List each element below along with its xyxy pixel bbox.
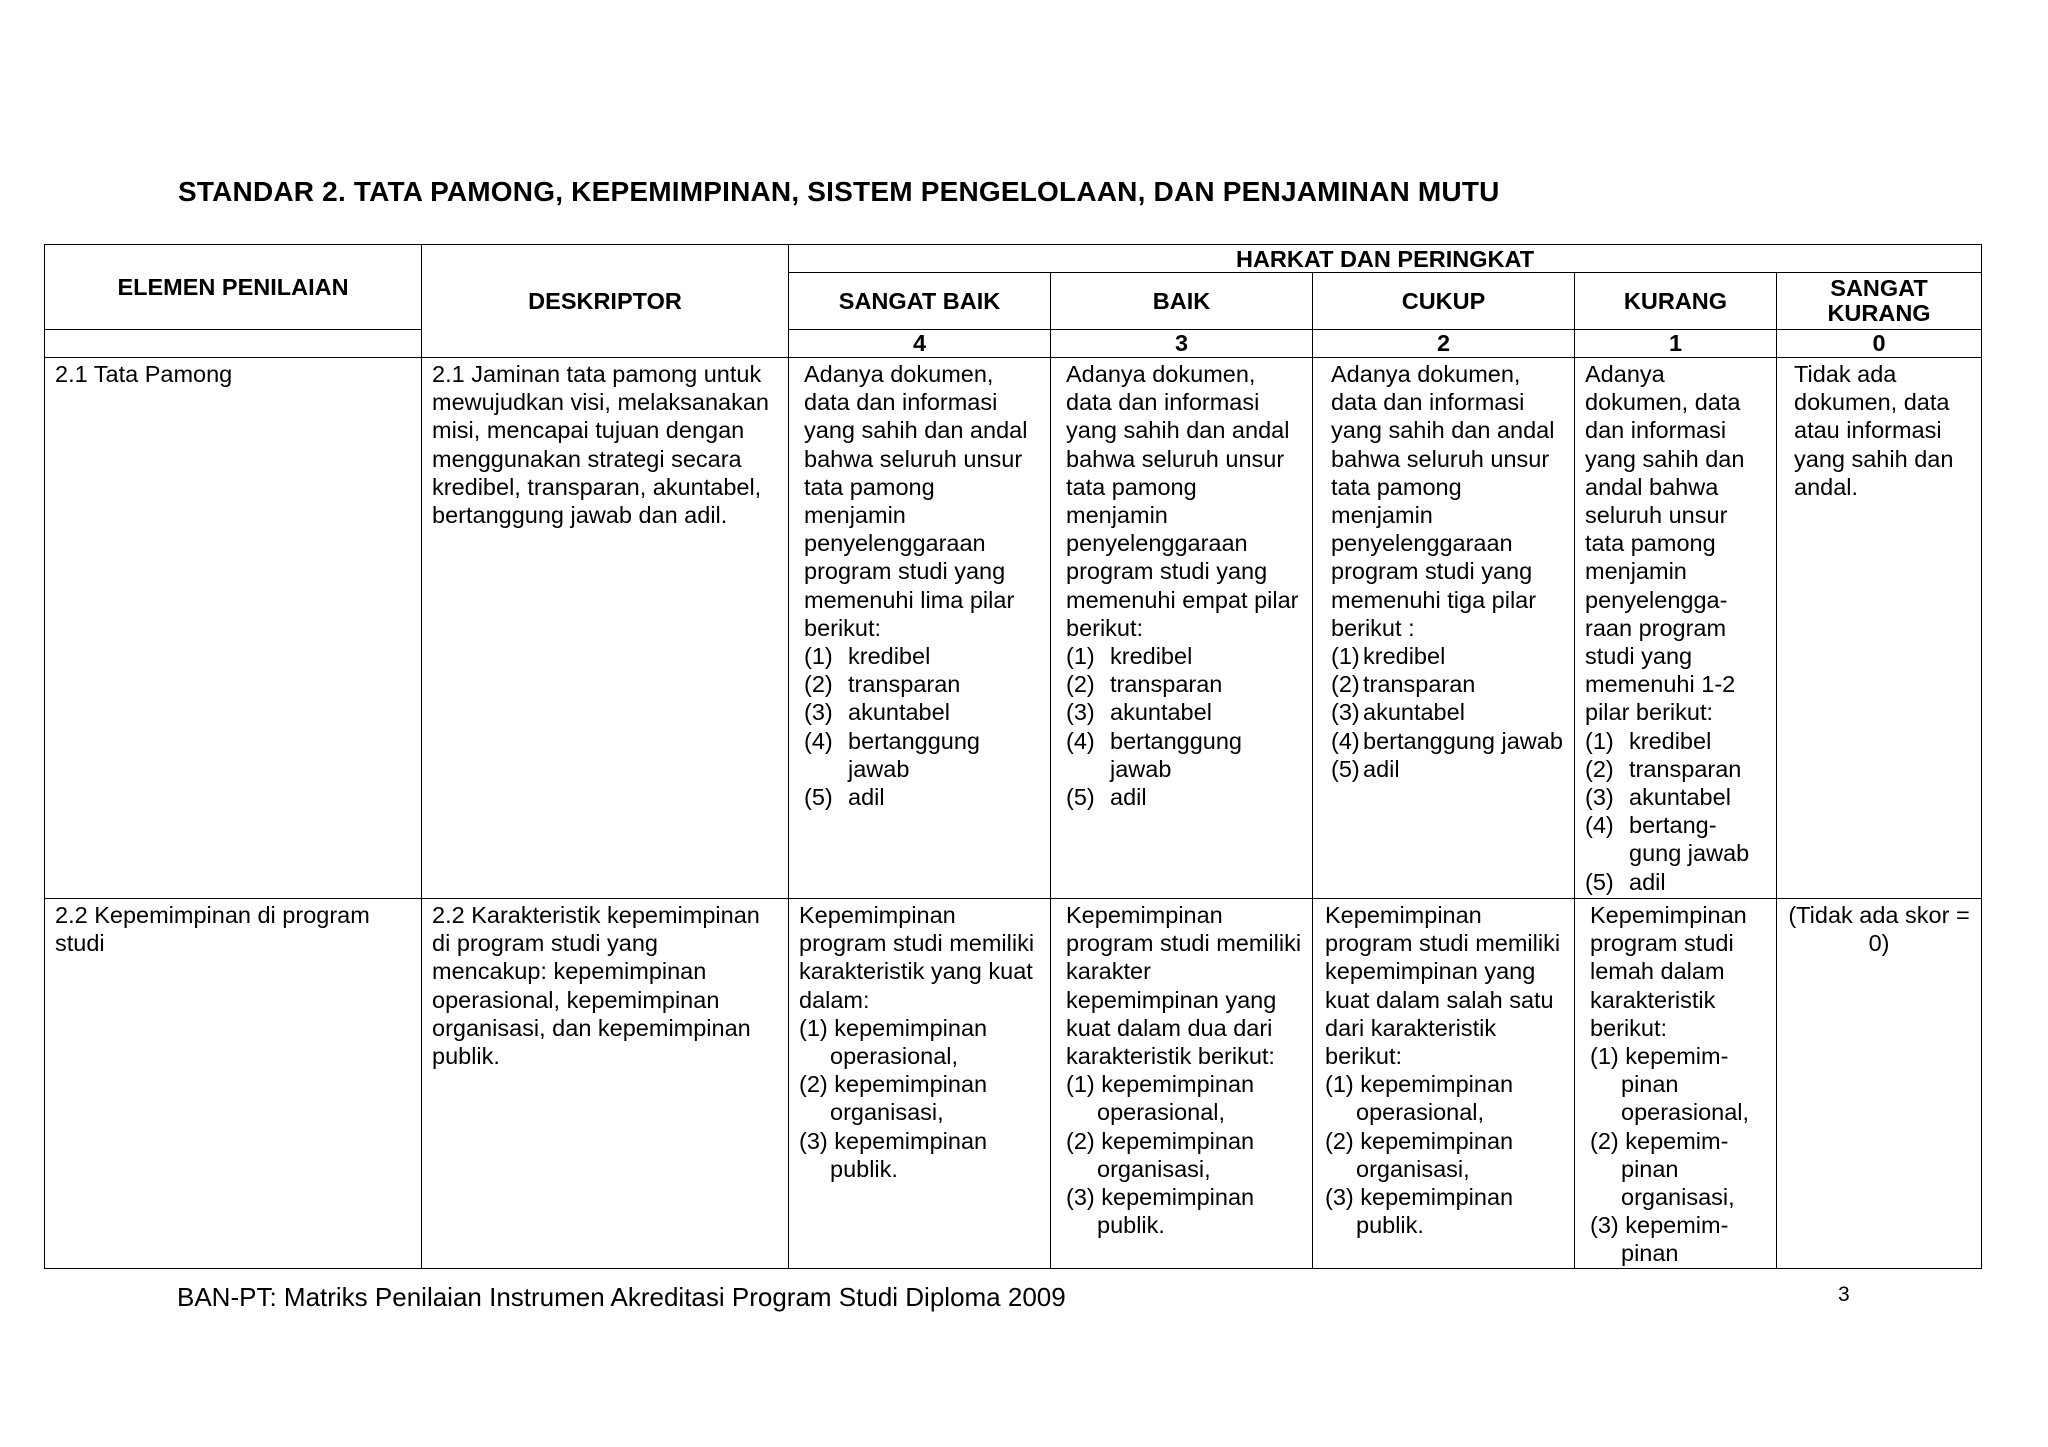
- score-0: 0: [1777, 330, 1982, 358]
- criteria-text: Adanya dokumen, data dan informasi yang sahih dan andal bahwa seluruh unsur tata pamong menjamin penyelenggaraan program studi yang memenuhi tiga pilar berikut :: [1331, 361, 1555, 641]
- list-item: (1) kredibel: [804, 643, 931, 670]
- list-item: (3) akuntabel: [804, 699, 950, 726]
- sangat-kurang-cell: Tidak ada dokumen, data atau informasi yang sahih dan andal.: [1777, 358, 1982, 899]
- page-footer: BAN-PT: Matriks Penilaian Instrumen Akreditasi Program Studi Diploma 2009: [177, 1282, 1066, 1312]
- elemen-cell: 2.2 Kepemimpinan di program studi: [45, 899, 422, 1269]
- list-item: (3) kepemimpinan publik.: [799, 1127, 988, 1182]
- deskriptor-cell: 2.1 Jaminan tata pamong untuk mewujudkan visi, melaksanakan misi, mencapai tujuan dengan menggunakan strategi secara kredibel, transparan, akuntabel, bertanggung jawab dan adil.: [422, 358, 789, 899]
- list-item: (4) bertanggung jawab: [1331, 727, 1563, 754]
- criteria-text: Kepemimpinan program studi lemah dalam karakteristik berikut:: [1590, 902, 1747, 1041]
- criteria-text: Adanya dokumen, data dan informasi yang sahih dan andal bahwa seluruh unsur tata pamong menjamin penyelengga-raan program studi yang memenuhi 1-2 pilar berikut:: [1585, 361, 1745, 726]
- deskriptor-cell: 2.2 Karakteristik kepemimpinan di program studi yang mencakup: kepemimpinan operasional, kepemimpinan organisasi, dan kepemimpinan publik.: [422, 899, 789, 1269]
- page-number: 3: [1838, 1283, 1850, 1306]
- list-item: (2) kepemimpinan organisasi,: [1325, 1127, 1514, 1182]
- score-4: 4: [789, 330, 1051, 358]
- list-item: (3) kepemim-pinan: [1590, 1212, 1729, 1267]
- list-item: (5) adil: [1331, 755, 1400, 782]
- list-item: (5) adil: [1066, 784, 1147, 811]
- list-item: (3) akuntabel: [1331, 699, 1465, 726]
- list-item: (3) kepemimpinan publik.: [1325, 1184, 1514, 1239]
- list-item: (1) kredibel: [1331, 643, 1446, 670]
- elemen-cell: 2.1 Tata Pamong: [45, 358, 422, 899]
- criteria-text: Kepemimpinan program studi memiliki kepemimpinan yang kuat dalam salah satu dari karakteristik berikut:: [1325, 902, 1561, 1070]
- sangat-baik-cell: [789, 899, 1051, 1269]
- pillar-list: [1331, 642, 1564, 783]
- list-item: (1) kredibel: [1585, 727, 1712, 754]
- criteria-text: Kepemimpinan program studi memiliki karakteristik yang kuat dalam:: [799, 902, 1035, 1013]
- kurang-cell: [1575, 358, 1777, 899]
- header-score-blank: [45, 330, 422, 358]
- list-item: (4) bertang-gung jawab: [1585, 812, 1750, 867]
- criteria-text: Adanya dokumen, data dan informasi yang sahih dan andal bahwa seluruh unsur tata pamong menjamin penyelenggaraan program studi yang memenuhi empat pilar berikut:: [1066, 361, 1299, 641]
- header-baik: BAIK: [1051, 273, 1313, 330]
- cukup-cell: [1313, 358, 1575, 899]
- list-item: (2) kepemim-pinan organisasi,: [1590, 1127, 1735, 1211]
- list-item: (2) transparan: [1585, 755, 1742, 782]
- header-kurang: KURANG: [1575, 273, 1777, 330]
- header-sangat-baik: SANGAT BAIK: [789, 273, 1051, 330]
- list-item: (1) kepemimpinan operasional,: [799, 1014, 988, 1070]
- header-cukup: CUKUP: [1313, 273, 1575, 330]
- criteria-text: Adanya dokumen, data dan informasi yang sahih dan andal bahwa seluruh unsur tata pamong menjamin penyelenggaraan program studi yang memenuhi lima pilar berikut:: [804, 361, 1028, 641]
- pillar-list: [804, 642, 1040, 811]
- score-3: 3: [1051, 330, 1313, 358]
- cukup-cell: [1313, 899, 1575, 1269]
- characteristic-list: [799, 1014, 1040, 1183]
- list-item: (1) kepemimpinan operasional,: [1325, 1071, 1514, 1126]
- list-item: (5) adil: [1585, 868, 1666, 895]
- list-item: (3) akuntabel: [1585, 784, 1731, 811]
- list-item: (1) kredibel: [1066, 643, 1193, 670]
- list-item: (2) kepemimpinan organisasi,: [1066, 1127, 1255, 1182]
- list-item: (1) kepemimpinan operasional,: [1066, 1071, 1255, 1126]
- assessment-matrix: [44, 244, 1982, 1269]
- score-1: 1: [1575, 330, 1777, 358]
- header-row-scores: [45, 330, 1982, 358]
- list-item: (3) kepemimpinan publik.: [1066, 1184, 1255, 1239]
- list-item: (1) kepemim-pinan operasional,: [1590, 1043, 1750, 1126]
- header-row-top: [45, 245, 1982, 273]
- list-item: (3) akuntabel: [1066, 699, 1212, 726]
- kurang-cell: [1575, 899, 1777, 1269]
- list-item: (2) kepemimpinan organisasi,: [799, 1071, 988, 1126]
- list-item: (4) bertanggung jawab: [804, 727, 980, 782]
- header-harkat: HARKAT DAN PERINGKAT: [789, 245, 1982, 273]
- header-sangat-kurang: SANGAT KURANG: [1777, 273, 1982, 330]
- list-item: (5) adil: [804, 784, 885, 811]
- page-title: STANDAR 2. TATA PAMONG, KEPEMIMPINAN, SISTEM PENGELOLAAN, DAN PENJAMINAN MUTU: [178, 176, 1500, 207]
- pillar-list: [1585, 727, 1766, 896]
- header-elemen: ELEMEN PENILAIAN: [45, 245, 422, 330]
- pillar-list: [1066, 642, 1302, 811]
- baik-cell: [1051, 358, 1313, 899]
- sangat-baik-cell: [789, 358, 1051, 899]
- characteristic-list: [1066, 1070, 1302, 1239]
- sangat-kurang-cell: (Tidak ada skor = 0): [1777, 899, 1982, 1269]
- list-item: (2) transparan: [1066, 671, 1223, 698]
- table-row: [45, 899, 1982, 1269]
- baik-cell: [1051, 899, 1313, 1269]
- table-row: [45, 358, 1982, 899]
- list-item: (4) bertanggung jawab: [1066, 727, 1242, 782]
- characteristic-list: [1590, 1042, 1766, 1268]
- score-2: 2: [1313, 330, 1575, 358]
- criteria-text: Kepemimpinan program studi memiliki karakter kepemimpinan yang kuat dalam dua dari karakteristik berikut:: [1066, 902, 1302, 1070]
- list-item: (2) transparan: [804, 671, 961, 698]
- list-item: (2) transparan: [1331, 671, 1476, 698]
- header-deskriptor: DESKRIPTOR: [422, 245, 789, 358]
- characteristic-list: [1325, 1070, 1564, 1239]
